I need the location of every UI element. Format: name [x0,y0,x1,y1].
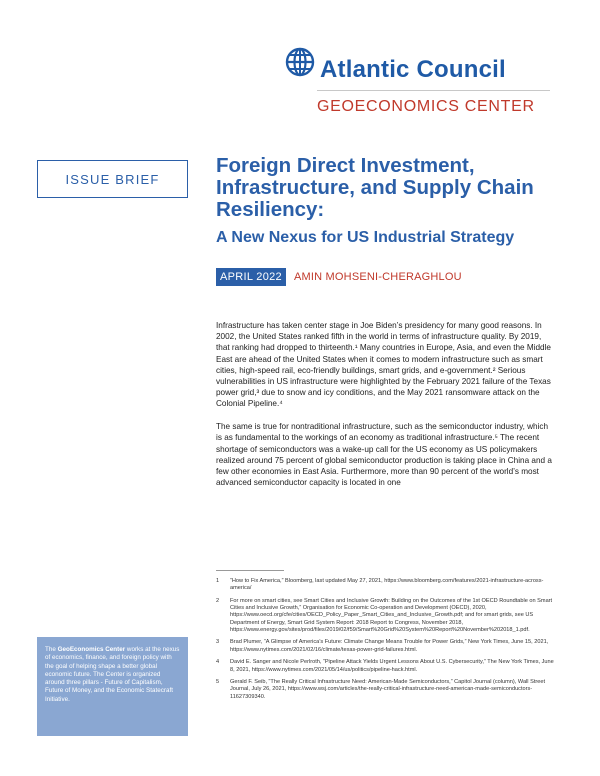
document-title: Foreign Direct Investment, Infrastructure, and Supply Chain Resiliency: [216,154,534,221]
footnote [216,639,556,654]
brand-name: Atlantic Council [320,56,506,83]
footnote-text: Brad Plumer, “A Glimpse of America’s Future: Climate Change Means Trouble for Power Grids,” New York Times, June 15, 2021, https://www.nytimes.com/2021/02/16/climate/texas-power-grid-failures.html. [230,639,549,653]
footnote-number: 4 [216,659,220,666]
sidebar-text: works at the nexus of economics, finance, and foreign policy with the goal of helping shape a better global economic future. The Center is organized around three pillars - Future of Capitalism, Future of Money, and the Economic Statecraft Initiative. [45,646,180,703]
footnote [216,578,556,593]
footnote-text: David E. Sanger and Nicole Perlroth, “Pipeline Attack Yields Urgent Lessons About U.S. Cybersecurity,” The New York Times, June 8, 2021, https://www.nytimes.com/2021/05/14/us/politics/pipeline-hack.html. [230,659,554,673]
document-subtitle: A New Nexus for US Industrial Strategy [216,229,515,246]
footnote-text: For more on smart cities, see Smart Cities and Inclusive Growth: Building on the Outcomes of the 1st OECD Roundtable on Smart Cities and Inclusive Growth,” Organisation for Economic Co-operation and Development (OECD), 2020, https://www.oecd.org/cfe/cities/OECD_Policy_Paper_Smart_Cities_and_Inclusive_Growth.pdf; and for smart grids, see US Department of Energy, Smart Grid System Report: 2018 Report to Congress, November 2018, https://www.energy.gov/sites/prod/files/2019/02/f59/Smart%20Grid%20System%20Report%20November%202018_1.pdf. [230,597,553,633]
footnote-divider [216,570,284,571]
footnote-text: Gerald F. Seib, “The Really Critical Infrastructure Need: American-Made Semiconductors,” Capitol Journal (column), Wall Street Journal, July 26, 2021, https://www.wsj.com/articles/the-really-critical-infrastructure-need-american-made-semiconductors-11627309340. [230,679,546,700]
sidebar-prefix: The [45,646,58,653]
footnote [216,598,556,634]
footnote-text: “How to Fix America,” Bloomberg, last updated May 27, 2021, https://www.bloomberg.com/features/2021-infrastructure-across-america/ [230,578,544,592]
center-name: GEOECONOMICS CENTER [317,98,535,115]
date-badge: APRIL 2022 [216,268,286,286]
footnote-number: 2 [216,597,220,604]
logo-divider [317,90,550,91]
globe-icon [285,47,315,77]
footnote-number: 1 [216,578,220,584]
body-paragraph: Infrastructure has taken center stage in Joe Biden’s presidency for many good reasons. In 2002, the United States ranked fifth in the world in terms of infrastructure quality. By 2019, that ranking had dropped to thirteenth.¹ Many countries in Europe, Asia, and even the Middle East are ahead of the United States when it comes to modern infrastructure such as smart cities, high-speed rail, eco-friendly buildings, smart grids, and e-government.² Serious vulnerabilities in US infrastructure were highlighted by the February 2021 failure of the Texas power grid,³ due to snow and icy conditions, and the May 2021 ransomware attack on the Colonial Pipeline.⁴ [216,321,551,409]
body-paragraph: The same is true for nontraditional infrastructure, such as the semiconductor industry, which is as fundamental to the workings of an economy as traditional infrastructure.⁵ The recent shortage of semiconductors was a wake-up call for the US economy as US policymakers realized around 75 percent of global semiconductor production is taking place in China and a few other economies in East Asia. Furthermore, more than 90 percent of the world’s most advanced semiconductor capacity is located in one [216,422,552,488]
author-name: AMIN MOHSENI-CHERAGHLOU [294,271,462,283]
sidebar-center-name: GeoEconomics Center [57,646,126,653]
issue-brief-label: ISSUE BRIEF [37,160,188,198]
geoeconomics-center-description [37,637,188,736]
footnote [216,679,556,701]
footnotes [216,578,556,706]
footnote [216,659,556,674]
footnote-number: 5 [216,679,220,686]
body-text [216,320,556,500]
footnote-number: 3 [216,639,220,646]
